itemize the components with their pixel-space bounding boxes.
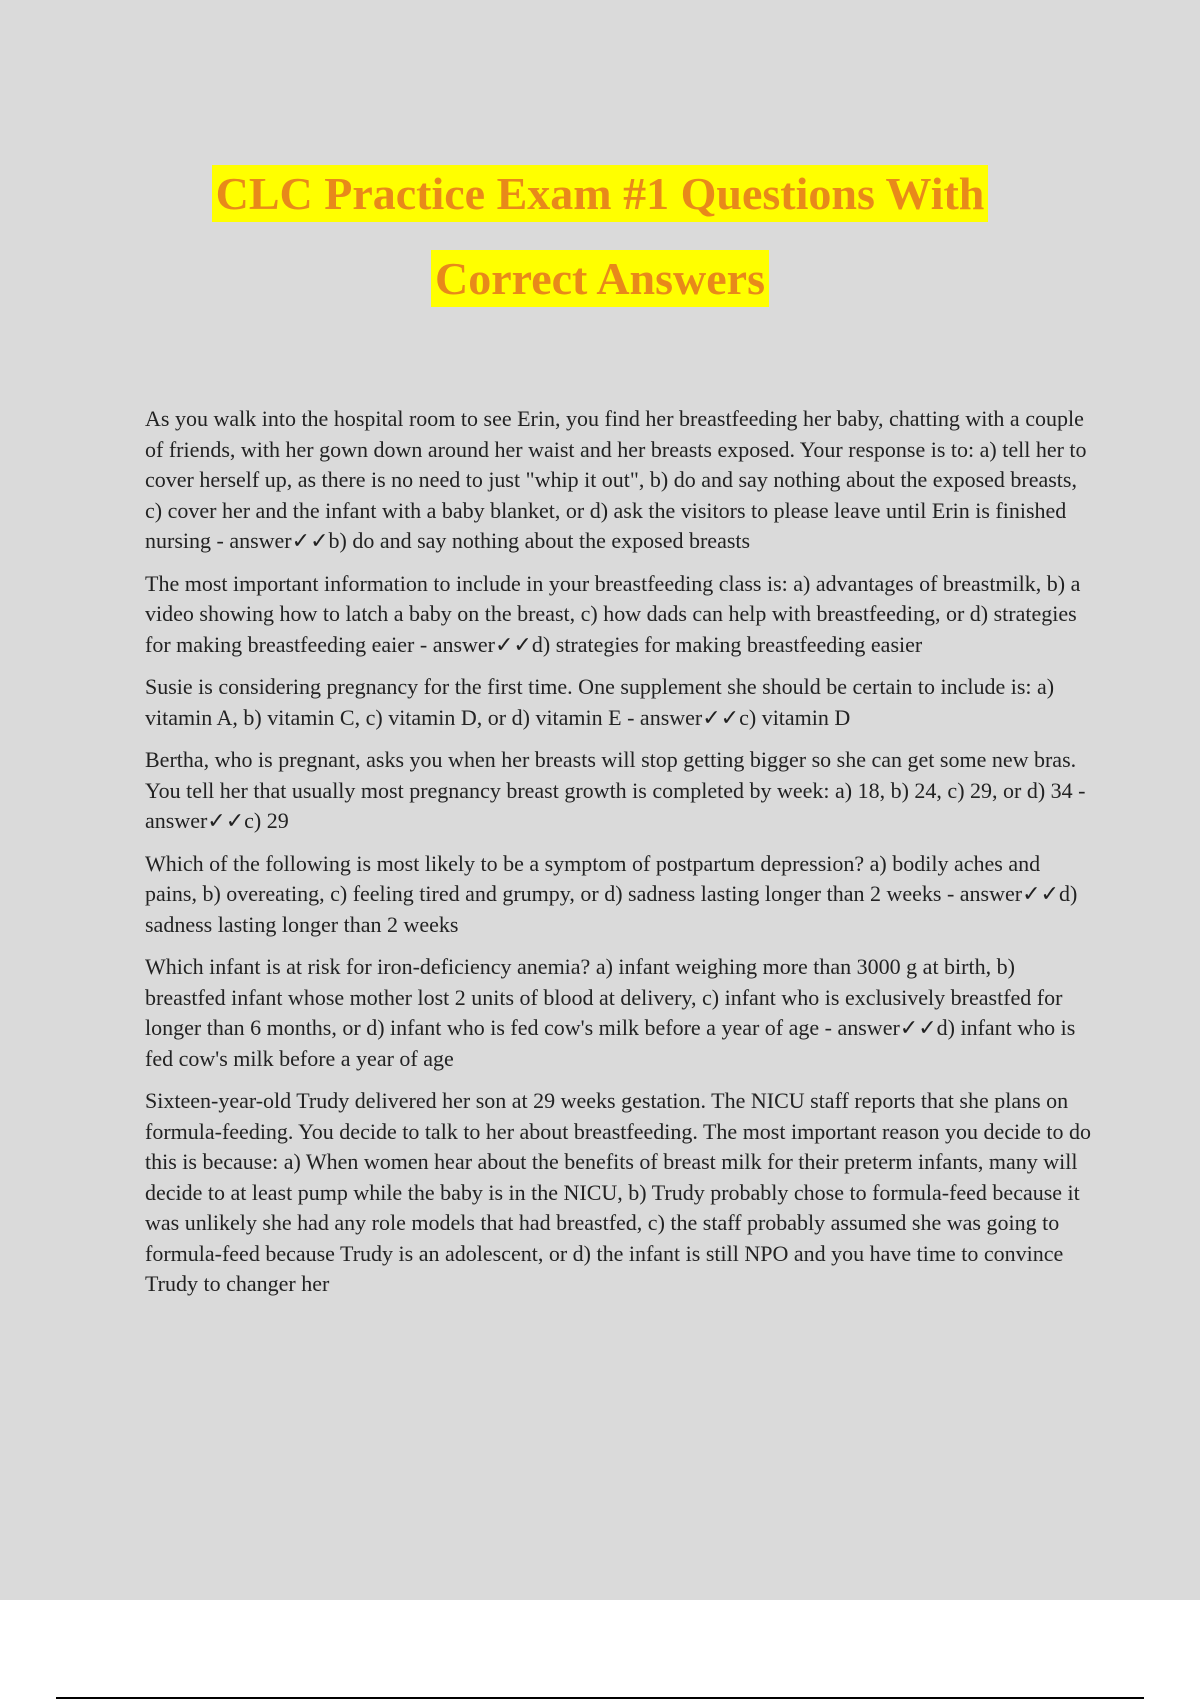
footer-rule bbox=[56, 1697, 1144, 1699]
question-answer-6: Which infant is at risk for iron-deficiency anemia? a) infant weighing more than 3000 g at birth, b) breastfed infant whose mother lost 2 units of blood at delivery, c) infant who is exclusively breastfed for longer than 6 months, or d) infant who is fed cow's milk before a year of age - answer✓✓d) infant who is fed cow's milk before a year of age bbox=[145, 954, 1076, 1071]
question-answer-4: Bertha, who is pregnant, asks you when her breasts will stop getting bigger so she can get some new bras. You tell her that usually most pregnancy breast growth is completed by week: a) 18, b) 24, c) 29, or d) 34 - answer✓✓c) 29 bbox=[145, 747, 1086, 833]
title-line-2: Correct Answers bbox=[431, 250, 769, 307]
question-answer-2: The most important information to include in your breastfeeding class is: a) advantages of breastmilk, b) a video showing how to latch a baby on the breast, c) how dads can help with breastfeeding, or d) strategies for making breastfeeding eaier - answer✓✓d) strategies for making breastfeeding easier bbox=[145, 570, 1081, 657]
question-answer-3: Susie is considering pregnancy for the first time. One supplement she should be certain to include is: a) vitamin A, b) vitamin C, c) vitamin D, or d) vitamin E - answer✓✓c) vitamin D bbox=[145, 674, 1055, 730]
question-answer-5: Which of the following is most likely to be a symptom of postpartum depression? a) bodily aches and pains, b) overeating, c) feeling tired and grumpy, or d) sadness lasting longer than 2 weeks - answer✓✓d) sadness lasting longer than 2 weeks bbox=[145, 850, 1078, 937]
question-answer-7: Sixteen-year-old Trudy delivered her son at 29 weeks gestation. The NICU staff reports that she plans on formula-feeding. You decide to talk to her about breastfeeding. The most important reason you decide to do this is because: a) When women hear about the benefits of breast milk for their preterm infants, many will decide to at least pump while the baby is in the NICU, b) Trudy probably chose to formula-feed because it was unlikely she had any role models that had breastfed, c) the staff probably assumed she was going to formula-feed because Trudy is an adolescent, or d) the infant is still NPO and you have time to convince Trudy to changer her bbox=[145, 1088, 1091, 1296]
question-list bbox=[145, 404, 1095, 1312]
title-line-1: CLC Practice Exam #1 Questions With bbox=[212, 165, 989, 222]
question-answer-1: As you walk into the hospital room to see Erin, you find her breastfeeding her baby, chatting with a couple of friends, with her gown down around her waist and her breasts exposed. Your response is to: a) tell her to cover herself up, as there is no need to just "whip it out", b) do and say nothing about the exposed breasts, c) cover her and the infant with a baby blanket, or d) ask the visitors to please leave until Erin is finished nursing - answer✓✓b) do and say nothing about the exposed breasts bbox=[145, 406, 1087, 553]
document-title bbox=[0, 165, 1200, 307]
